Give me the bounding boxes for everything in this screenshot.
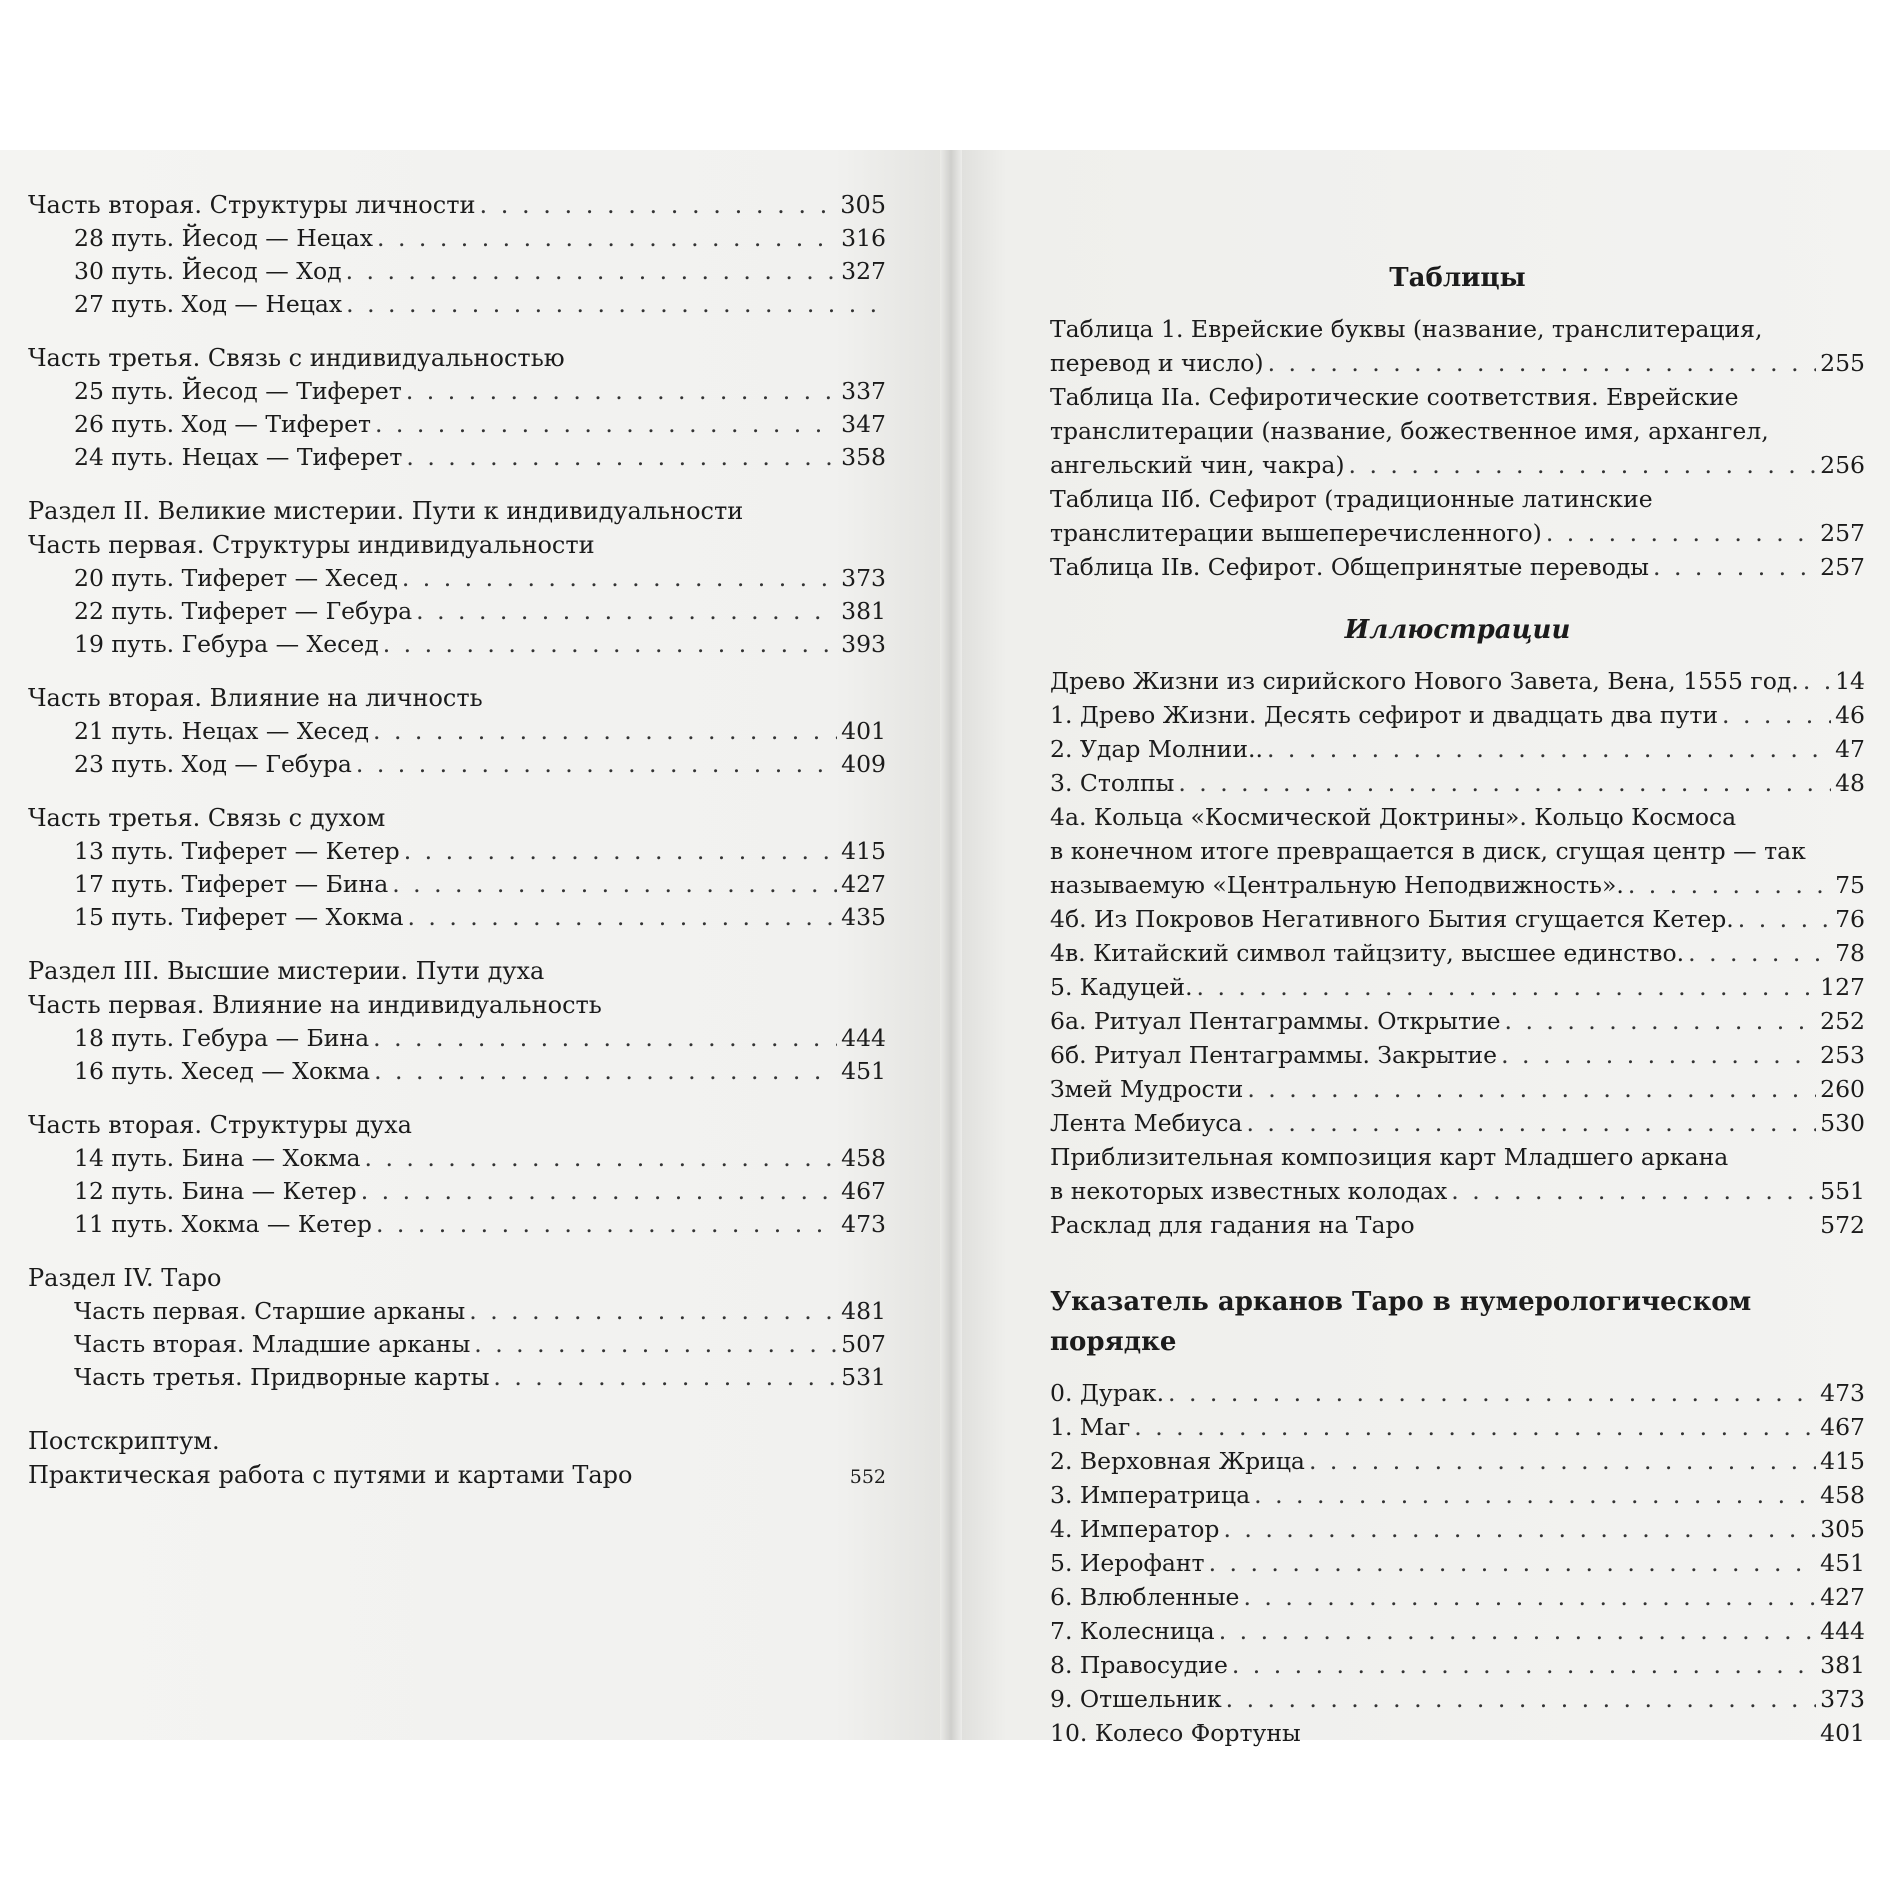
toc-entry[interactable]: транслитерации вышеперечисленного) . . . 257 [1050,516,1865,550]
toc-entry[interactable]: 28 путь. Йесод — Нецах . . . 316 [28,222,886,255]
leader-dots [1349,448,1817,482]
toc-entry[interactable]: 2. Удар Молнии.. . . . 47 [1050,732,1865,766]
leader-dots [407,901,837,934]
toc-entry[interactable]: Часть вторая. Структуры личности . . . 305 [28,188,886,222]
leader-dots [1246,1106,1816,1140]
leader-dots [406,375,837,408]
part-title: Часть третья. Связь с индивидуальностью [28,344,565,372]
toc-entry[interactable]: 0. Дурак. . . . 473 [1050,1376,1865,1410]
leader-dots [1803,664,1831,698]
toc-entry[interactable]: Практическая работа с путями и картами Таро 552 [28,1461,886,1489]
leader-dots [1505,1004,1817,1038]
toc-entry[interactable]: 19 путь. Гебура — Хесед . . . 393 [28,628,886,661]
toc-entry[interactable]: 23 путь. Ход — Гебура . . . 409 [28,748,886,781]
book-spine [940,150,962,1740]
toc-entry[interactable]: 6. Влюбленные . . . 427 [1050,1580,1865,1614]
toc-entry[interactable]: 27 путь. Ход — Нецах . . . [28,288,886,321]
leader-dots [1226,1682,1816,1716]
tables-heading: Таблицы [1389,263,1526,293]
toc-entry[interactable]: 4. Император . . . 305 [1050,1512,1865,1546]
part-title: Часть первая. Влияние на индивидуальность [28,991,602,1019]
toc-entry[interactable]: 21 путь. Нецах — Хесед . . . 401 [28,715,886,748]
leader-dots [346,288,882,321]
leader-dots [1688,936,1831,970]
toc-entry[interactable]: 1. Маг . . . 467 [1050,1410,1865,1444]
leader-dots [1197,970,1817,1004]
toc-entry[interactable]: 26 путь. Ход — Тиферет . . . 347 [28,408,886,441]
toc-entry[interactable]: 16 путь. Хесед — Хокма . . . 451 [28,1055,886,1088]
leader-dots [1722,698,1831,732]
illustrations-heading: Иллюстрации [1344,615,1571,645]
toc-entry[interactable]: Часть первая. Старшие арканы . . . 481 [28,1295,886,1328]
leader-dots [493,1361,837,1394]
part-title: Часть первая. Структуры индивидуальности [28,531,595,559]
toc-entry[interactable]: 24 путь. Нецах — Тиферет . . . 358 [28,441,886,474]
toc-entry[interactable]: Таблица IIв. Сефирот. Общепринятые переводы . . . 257 [1050,550,1865,584]
leader-dots [1254,1478,1816,1512]
toc-line: 4а. Кольца «Космической Доктрины». Кольцо Космоса [1050,803,1737,831]
toc-line: Таблица IIб. Сефирот (традиционные латинские [1050,485,1653,513]
toc-entry[interactable]: 18 путь. Гебура — Бина . . . 444 [28,1022,886,1055]
part-title: Часть третья. Связь с духом [28,804,386,832]
toc-line: транслитерации (название, божественное имя, архангел, [1050,417,1769,445]
leader-dots [402,562,837,595]
leader-dots [1628,868,1831,902]
arcana-index-heading: Указатель арканов Таро в нумерологическом порядке [1050,1287,1752,1357]
leader-dots [373,1022,837,1055]
toc-entry[interactable]: Расклад для гадания на Таро 572 [1050,1211,1865,1239]
leader-dots [1243,1580,1816,1614]
toc-entry[interactable]: 4б. Из Покровов Негативного Бытия сгущается Кетер. . . . 76 [1050,902,1865,936]
leader-dots [1223,1512,1816,1546]
leader-dots [469,1295,837,1328]
leader-dots [404,835,837,868]
leader-dots [377,222,837,255]
toc-entry[interactable]: Часть вторая. Младшие арканы . . . 507 [28,1328,886,1361]
toc-entry[interactable]: ангельский чин, чакра) . . . 256 [1050,448,1865,482]
toc-entry[interactable]: 1. Древо Жизни. Десять сефирот и двадцать два пути . . . 46 [1050,698,1865,732]
leader-dots [1232,1648,1816,1682]
toc-entry[interactable]: называемую «Центральную Неподвижность». . . . 75 [1050,868,1865,902]
toc-entry[interactable]: 4в. Китайский символ тайцзиту, высшее единство. . . . 78 [1050,936,1865,970]
leader-dots [1451,1174,1816,1208]
part-title: Часть вторая. Влияние на личность [28,684,483,712]
toc-entry[interactable]: 5. Кадуцей. . . . 127 [1050,970,1865,1004]
part-title: Часть вторая. Структуры духа [28,1111,412,1139]
leader-dots [1178,766,1831,800]
leader-dots [1168,1376,1816,1410]
toc-entry[interactable]: 12 путь. Бина — Кетер . . . 467 [28,1175,886,1208]
toc-entry[interactable]: 11 путь. Хокма — Кетер . . . 473 [28,1208,886,1241]
toc-entry[interactable]: 22 путь. Тиферет — Гебура . . . 381 [28,595,886,628]
toc-entry[interactable]: 25 путь. Йесод — Тиферет . . . 337 [28,375,886,408]
leader-dots [479,188,836,222]
leader-dots [406,441,837,474]
toc-entry[interactable]: 13 путь. Тиферет — Кетер . . . 415 [28,835,886,868]
toc-entry[interactable]: Змей Мудрости . . . 260 [1050,1072,1865,1106]
leader-dots [373,715,837,748]
section-title: Раздел III. Высшие мистерии. Пути духа [28,957,545,985]
leader-dots [356,748,837,781]
toc-entry[interactable]: 6б. Ритуал Пентаграммы. Закрытие . . . 253 [1050,1038,1865,1072]
toc-entry[interactable]: Лента Мебиуса . . . 530 [1050,1106,1865,1140]
left-toc [28,188,886,1494]
toc-entry[interactable]: 20 путь. Тиферет — Хесед . . . 373 [28,562,886,595]
toc-entry[interactable]: 7. Колесница . . . 444 [1050,1614,1865,1648]
right-toc [1050,258,1865,1750]
toc-entry[interactable]: 10. Колесо Фортуны 401 [1050,1719,1865,1747]
toc-entry[interactable]: 2. Верховная Жрица . . . 415 [1050,1444,1865,1478]
toc-entry[interactable]: 8. Правосудие . . . 381 [1050,1648,1865,1682]
toc-entry[interactable]: Древо Жизни из сирийского Нового Завета, Вена, 1555 год. . . . 14 [1050,664,1865,698]
leader-dots [1653,550,1816,584]
leader-dots [361,1175,837,1208]
toc-line: Таблица 1. Еврейские буквы (название, транслитерация, [1050,315,1763,343]
leader-dots [1738,902,1831,936]
toc-line: Таблица IIа. Сефиротические соответствия. Еврейские [1050,383,1739,411]
leader-dots [375,408,837,441]
leader-dots [1134,1410,1816,1444]
leader-dots [392,868,837,901]
toc-entry[interactable]: 3. Императрица . . . 458 [1050,1478,1865,1512]
section-title: Раздел II. Великие мистерии. Пути к индивидуальности [28,497,744,525]
leader-dots [1219,1614,1816,1648]
toc-entry[interactable]: 30 путь. Йесод — Ход . . . 327 [28,255,886,288]
leader-dots [1209,1546,1817,1580]
leader-dots [376,1208,837,1241]
leader-dots [1546,516,1816,550]
toc-entry[interactable]: 14 путь. Бина — Хокма . . . 458 [28,1142,886,1175]
toc-entry[interactable]: перевод и число) . . . 255 [1050,346,1865,380]
leader-dots [365,1142,838,1175]
leader-dots [416,595,837,628]
toc-entry[interactable]: 5. Иерофант . . . 451 [1050,1546,1865,1580]
leader-dots [1309,1444,1816,1478]
toc-entry[interactable]: в некоторых известных колодах . . . 551 [1050,1174,1865,1208]
leader-dots [1501,1038,1816,1072]
toc-line: Приблизительная композиция карт Младшего аркана [1050,1143,1729,1171]
toc-entry[interactable]: Часть третья. Придворные карты . . . 531 [28,1361,886,1394]
toc-entry[interactable]: 15 путь. Тиферет — Хокма . . . 435 [28,901,886,934]
toc-line: в конечном итоге превращается в диск, сгущая центр — так [1050,837,1806,865]
toc-entry[interactable]: 17 путь. Тиферет — Бина . . . 427 [28,868,886,901]
toc-entry[interactable]: 3. Столпы . . . 48 [1050,766,1865,800]
postscript-title: Постскриптум. [28,1427,220,1455]
leader-dots [346,255,838,288]
leader-dots [474,1328,837,1361]
leader-dots [1267,732,1831,766]
section-title: Раздел IV. Таро [28,1264,222,1292]
leader-dots [1268,346,1817,380]
toc-entry[interactable]: 6а. Ритуал Пентаграммы. Открытие . . . 252 [1050,1004,1865,1038]
leader-dots [374,1055,837,1088]
toc-entry[interactable]: 9. Отшельник . . . 373 [1050,1682,1865,1716]
leader-dots [383,628,837,661]
leader-dots [1247,1072,1816,1106]
